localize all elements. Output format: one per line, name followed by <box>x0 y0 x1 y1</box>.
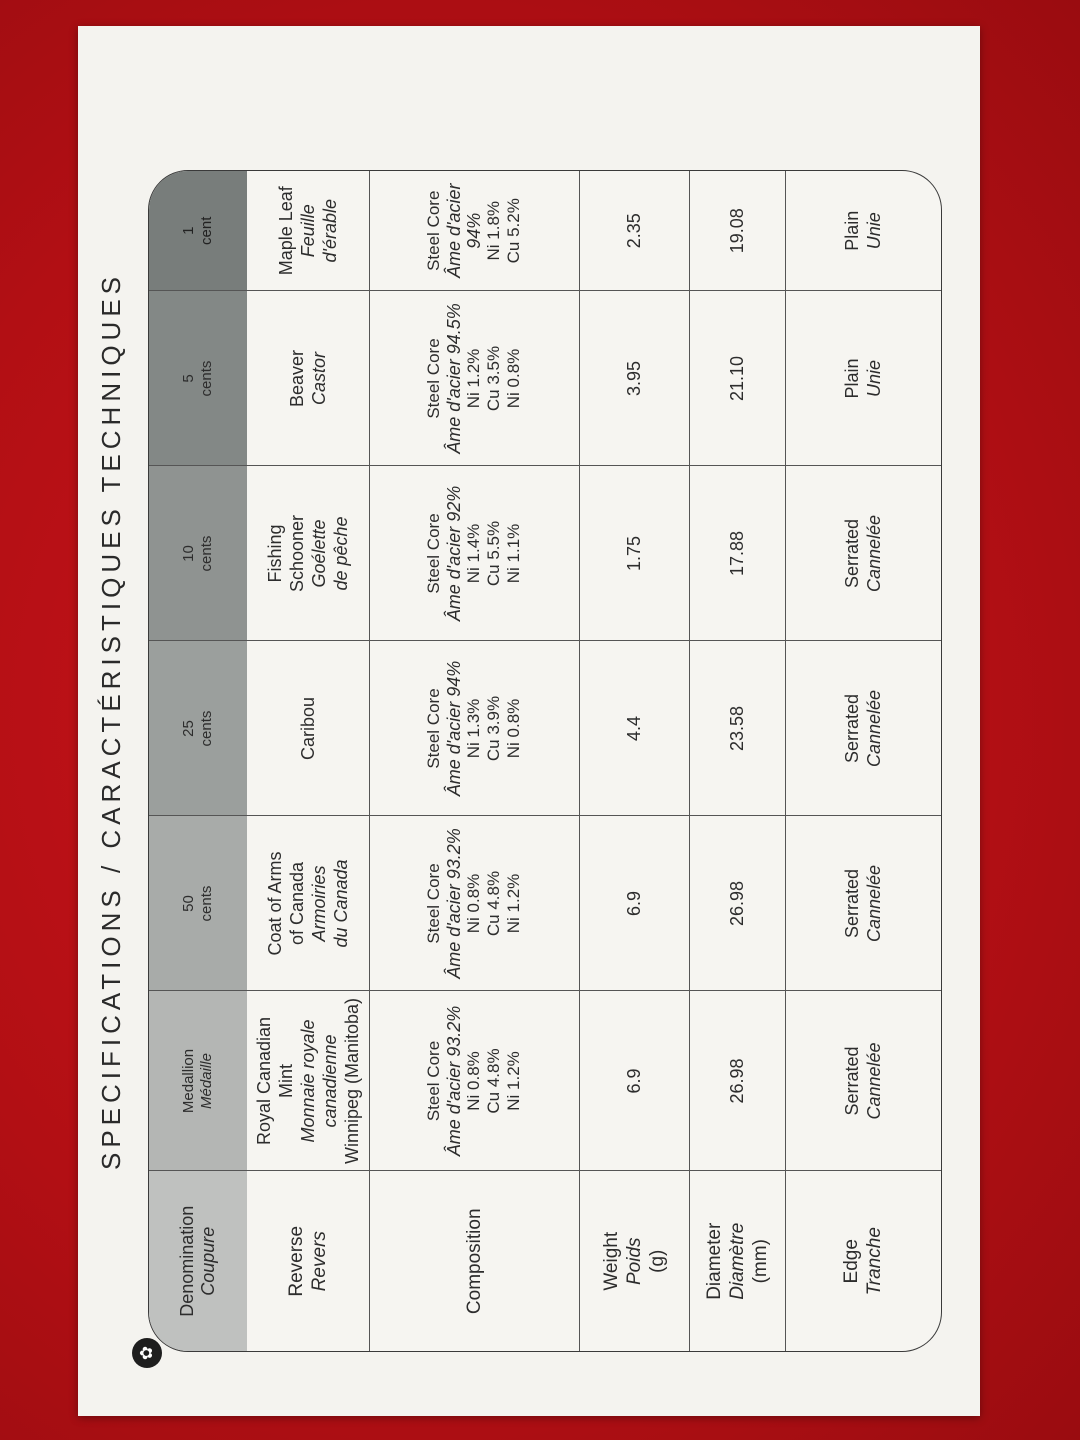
cell-line: Caribou <box>297 696 318 761</box>
cell-line: Cannelée <box>864 864 885 943</box>
cell-edge-1 <box>785 171 941 291</box>
cell-line: Plain <box>842 358 863 399</box>
cell-line: Steel Core <box>424 513 443 594</box>
cell-line: Ni 1.2% <box>504 873 523 934</box>
cell-line: Winnipeg (Manitoba) <box>341 997 362 1165</box>
header-medallion-fr: Médaille <box>198 1053 215 1109</box>
cell-line: Ni 1.4% <box>464 523 483 584</box>
cell-line: Cu 5.5% <box>484 520 503 587</box>
specifications-table-frame <box>148 170 942 1352</box>
card-title: SPECIFICATIONS / CARACTÉRISTIQUES TECHNIQUES <box>96 271 126 1171</box>
row-diameter <box>689 171 785 1351</box>
cell-line: Cu 5.2% <box>504 198 523 264</box>
cell-line: Monnaie royale <box>297 1019 318 1143</box>
row-label-weight <box>579 1171 689 1351</box>
cell-weight-medallion: 6.9 <box>579 991 689 1171</box>
cell-line: Royal Canadian <box>253 1016 274 1146</box>
cell-diameter-medallion: 26.98 <box>689 991 785 1171</box>
cell-line: Steel Core <box>424 338 443 419</box>
header-denomination-en: Denomination <box>177 1205 197 1317</box>
label-line: Tranche <box>864 1227 886 1296</box>
label-line: (mm) <box>749 1239 771 1284</box>
cell-composition-10 <box>369 466 579 641</box>
header-1-unit: cent <box>198 216 215 245</box>
cell-diameter-25: 23.58 <box>689 641 785 816</box>
cell-composition-50 <box>369 816 579 991</box>
header-10-value: 10 <box>180 545 197 562</box>
cell-line: Ni 0.8% <box>504 348 523 409</box>
cell-line: Cannelée <box>864 1042 885 1120</box>
cell-composition-1 <box>369 171 579 291</box>
header-25-cents <box>149 641 247 816</box>
row-label-reverse <box>247 1171 369 1351</box>
cell-line: Cannelée <box>864 514 885 593</box>
cell-line: Cu 4.8% <box>484 870 503 937</box>
label-line: Poids <box>623 1237 645 1286</box>
cell-line: Ni 0.8% <box>464 873 483 934</box>
label-line: Revers <box>308 1231 330 1292</box>
cell-line: Ni 0.8% <box>504 698 523 759</box>
cell-weight-25: 4.4 <box>579 641 689 816</box>
cell-line: Cannelée <box>864 689 885 768</box>
cell-diameter-5: 21.10 <box>689 291 785 466</box>
header-medallion-en: Medallion <box>180 1048 197 1114</box>
row-label-diameter <box>689 1171 785 1351</box>
cell-line: Âme d'acier 94% <box>444 183 484 278</box>
cell-line: of Canada <box>286 861 307 946</box>
cell-composition-5 <box>369 291 579 466</box>
cell-diameter-10: 17.88 <box>689 466 785 641</box>
cell-line: Goélette <box>308 519 329 588</box>
cell-composition-25 <box>369 641 579 816</box>
cell-line: Cu 3.5% <box>484 345 503 412</box>
cell-line: Ni 0.8% <box>464 1051 483 1111</box>
header-1-cent <box>149 171 247 291</box>
cell-line: Beaver <box>286 349 307 408</box>
label-line: Edge <box>841 1239 863 1284</box>
cell-line: Unie <box>864 212 885 250</box>
cell-reverse-5 <box>247 291 369 466</box>
cell-line: Fishing <box>264 524 285 583</box>
cell-reverse-50 <box>247 816 369 991</box>
specification-card <box>78 26 980 1416</box>
cell-edge-50 <box>785 816 941 991</box>
cell-line: Plain <box>842 210 863 251</box>
header-5-cents <box>149 291 247 466</box>
cell-line: Âme d'acier 93.2% <box>444 1005 464 1157</box>
cell-line: Castor <box>308 352 329 406</box>
label-line: Weight <box>600 1231 622 1291</box>
cell-line: Cu 3.9% <box>484 695 503 762</box>
header-1-value: 1 <box>180 226 197 235</box>
cell-line: Steel Core <box>424 1040 443 1122</box>
cell-line: de pêche <box>330 516 351 591</box>
cell-reverse-medallion <box>247 991 369 1171</box>
cell-reverse-10 <box>247 466 369 641</box>
header-medallion <box>149 991 247 1171</box>
row-label-composition <box>369 1171 579 1351</box>
cell-line: Ni 1.8% <box>484 200 503 261</box>
cell-line: Ni 1.1% <box>504 523 523 584</box>
cell-edge-medallion <box>785 991 941 1171</box>
label-line: Diameter <box>703 1222 725 1300</box>
cell-line: Steel Core <box>424 190 443 271</box>
header-10-unit: cents <box>198 535 215 572</box>
header-50-cents <box>149 816 247 991</box>
maple-leaf-icon: ✿ <box>132 1338 162 1368</box>
cell-line: Ni 1.2% <box>464 348 483 409</box>
header-denomination <box>149 1171 247 1351</box>
cell-diameter-1: 19.08 <box>689 171 785 291</box>
header-5-unit: cents <box>198 360 215 397</box>
cell-line: Maple Leaf <box>275 186 296 276</box>
cell-line: Feuille <box>297 204 318 258</box>
label-line: (g) <box>646 1249 668 1273</box>
header-5-value: 5 <box>180 374 197 383</box>
cell-line: Ni 1.3% <box>464 698 483 759</box>
cell-line: Serrated <box>842 693 863 764</box>
card-content-rotated <box>78 26 980 1416</box>
cell-composition-medallion <box>369 991 579 1171</box>
cell-line: Steel Core <box>424 863 443 944</box>
cell-line: du Canada <box>330 859 351 948</box>
cell-weight-1: 2.35 <box>579 171 689 291</box>
cell-edge-10 <box>785 466 941 641</box>
cell-line: Âme d'acier 94.5% <box>444 303 464 454</box>
cell-edge-25 <box>785 641 941 816</box>
cell-line: Steel Core <box>424 688 443 769</box>
row-composition <box>369 171 579 1351</box>
header-row <box>149 171 247 1351</box>
header-10-cents <box>149 466 247 641</box>
cell-reverse-25 <box>247 641 369 816</box>
cell-line: Cu 4.8% <box>484 1048 503 1114</box>
row-label-edge <box>785 1171 941 1351</box>
cell-line: Unie <box>864 359 885 398</box>
cell-diameter-50: 26.98 <box>689 816 785 991</box>
header-25-unit: cents <box>198 710 215 747</box>
header-50-unit: cents <box>198 885 215 922</box>
cell-line: d'érable <box>319 199 340 263</box>
cell-weight-10: 1.75 <box>579 466 689 641</box>
label-line: Diamètre <box>726 1222 748 1300</box>
cell-line: Serrated <box>842 518 863 589</box>
cell-weight-5: 3.95 <box>579 291 689 466</box>
header-denomination-fr: Coupure <box>198 1226 218 1296</box>
header-25-value: 25 <box>180 720 197 737</box>
specifications-table <box>149 171 941 1351</box>
label-line: Composition <box>463 1208 485 1315</box>
cell-line: Coat of Arms <box>264 851 285 956</box>
cell-line: Schooner <box>286 514 307 593</box>
label-line: Reverse <box>285 1225 307 1297</box>
cell-line: Âme d'acier 93.2% <box>444 828 464 979</box>
cell-weight-50: 6.9 <box>579 816 689 991</box>
cell-line: Ni 1.2% <box>504 1051 523 1111</box>
cell-line: Serrated <box>842 868 863 939</box>
cell-line: canadienne <box>319 1034 340 1128</box>
cell-line: Serrated <box>842 1046 863 1116</box>
header-50-value: 50 <box>180 895 197 912</box>
cell-line: Mint <box>275 1064 296 1099</box>
cell-edge-5 <box>785 291 941 466</box>
cell-line: Armoiries <box>308 865 329 942</box>
cell-line: Âme d'acier 94% <box>444 660 464 797</box>
row-edge <box>785 171 941 1351</box>
cell-reverse-1 <box>247 171 369 291</box>
cell-line: Âme d'acier 92% <box>444 485 464 622</box>
row-weight <box>579 171 689 1351</box>
row-reverse <box>247 171 369 1351</box>
